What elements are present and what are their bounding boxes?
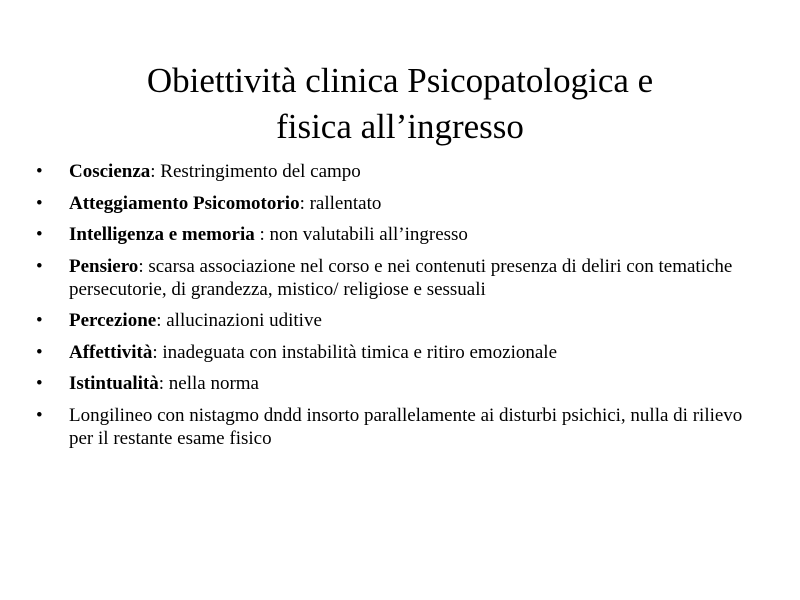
bullet-icon: • — [36, 310, 43, 331]
bullet-icon: • — [36, 161, 43, 182]
bullet-icon: • — [36, 255, 43, 277]
slide-title-line-1: Obiettività clinica Psicopatologica e — [146, 61, 654, 100]
bullet-text: : Restringimento del campo — [150, 161, 361, 182]
bullet-icon: • — [36, 341, 43, 363]
bullet-text: : rallentato — [299, 192, 382, 214]
bullet-term: Istintualità — [69, 373, 159, 394]
bullet-item-percezione — [36, 309, 766, 332]
bullet-item-pensiero — [36, 255, 766, 301]
bullet-item-coscienza — [36, 160, 766, 183]
bullet-item-istintualita — [36, 372, 766, 395]
slide-title — [60, 58, 740, 150]
bullet-term: Coscienza — [69, 161, 151, 182]
bullet-text: : non valutabili all’ingresso — [254, 224, 468, 245]
bullet-list — [36, 160, 766, 458]
bullet-term: Intelligenza e memoria — [69, 224, 255, 245]
slide-title-line-2: fisica all’ingresso — [276, 107, 524, 146]
bullet-text: : allucinazioni uditive — [156, 310, 322, 331]
bullet-icon: • — [36, 404, 43, 426]
bullet-term: Percezione — [69, 310, 157, 331]
bullet-icon: • — [36, 373, 43, 394]
bullet-text: : nella norma — [158, 373, 259, 394]
bullet-icon: • — [36, 192, 43, 214]
bullet-icon: • — [36, 224, 43, 245]
bullet-text: Longilineo con nistagmo dndd insorto parallelamente ai disturbi psichici, nulla di rilievo per il restante esame fisico — [69, 404, 743, 449]
bullet-term: Atteggiamento Psicomotorio — [69, 192, 300, 214]
bullet-term: Affettività — [69, 341, 153, 363]
bullet-text: : inadeguata con instabilità timica e ritiro emozionale — [152, 341, 558, 363]
bullet-item-intelligenza-memoria — [36, 223, 766, 246]
bullet-item-affettivita — [36, 341, 766, 364]
bullet-item-esame-fisico — [36, 404, 766, 450]
bullet-item-atteggiamento-psicomotorio — [36, 192, 766, 215]
bullet-term: Pensiero — [69, 255, 139, 277]
bullet-text: : scarsa associazione nel corso e nei contenuti presenza di deliri con tematiche persecutorie, di grandezza, mistico/ religiose e sessuali — [69, 255, 733, 300]
